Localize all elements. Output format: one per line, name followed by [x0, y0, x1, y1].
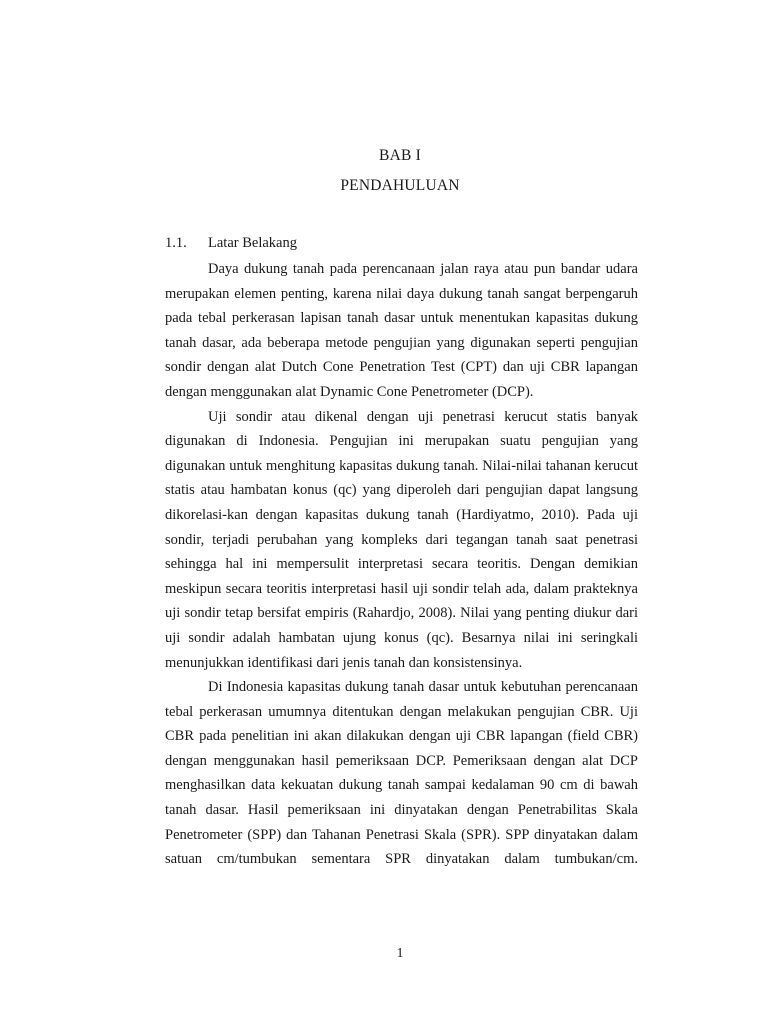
section-number: 1.1.: [165, 235, 187, 251]
section-title: Latar Belakang: [208, 235, 297, 251]
paragraph: Di Indonesia kapasitas dukung tanah dasar untuk kebutuhan perencanaan tebal perkerasan umumnya ditentukan dengan melakukan pengujian CBR. Uji CBR pada penelitian ini akan dilakukan dengan uji CBR lapangan (field CBR) dengan menggunakan hasil pemeriksaan DCP. Pemeriksaan dengan alat DCP menghasilkan data kekuatan dukung tanah sampai kedalaman 90 cm di bawah tanah dasar. Hasil pemeriksaan ini dinyatakan dengan Penetrabilitas Skala Penetrometer (SPP) dan Tahanan Penetrasi Skala (SPR). SPP dinyatakan dalam satuan cm/tumbukan sementara SPR dinyatakan dalam tumbukan/cm.: [165, 679, 638, 868]
page-number: 1: [396, 946, 404, 961]
chapter-title: PENDAHULUAN: [340, 177, 460, 194]
chapter-number: BAB I: [379, 147, 421, 164]
paragraph: Daya dukung tanah pada perencanaan jalan raya atau pun bandar udara merupakan elemen penting, karena nilai daya dukung tanah sangat berpengaruh pada tebal perkerasan lapisan tanah dasar untuk menentukan kapasitas dukung tanah dasar, ada beberapa metode pengujian yang digunakan seperti pengujian sondir dengan alat Dutch Cone Penetration Test (CPT) dan uji CBR lapangan dengan menggunakan alat Dynamic Cone Penetrometer (DCP).: [165, 261, 638, 400]
body-text: [165, 257, 638, 872]
section-heading: [165, 233, 297, 253]
paragraph: Uji sondir atau dikenal dengan uji penetrasi kerucut statis banyak digunakan di Indonesia. Pengujian ini merupakan suatu pengujian yang digunakan untuk menghitung kapasitas dukung tanah. Nilai-nilai tahanan kerucut statis atau hambatan konus (qc) yang diperoleh dari pengujian dapat langsung dikorelasi-kan dengan kapasitas dukung tanah (Hardiyatmo, 2010). Pada uji sondir, terjadi perubahan yang kompleks dari tegangan tanah saat penetrasi sehingga hal ini mempersulit interpretasi secara teoritis. Dengan demikian meskipun secara teoritis interpretasi hasil uji sondir telah ada, dalam prakteknya uji sondir tetap bersifat empiris (Rahardjo, 2008). Nilai yang penting diukur dari uji sondir adalah hambatan ujung konus (qc). Besarnya nilai ini seringkali menunjukkan identifikasi dari jenis tanah dan konsistensinya.: [165, 408, 638, 671]
